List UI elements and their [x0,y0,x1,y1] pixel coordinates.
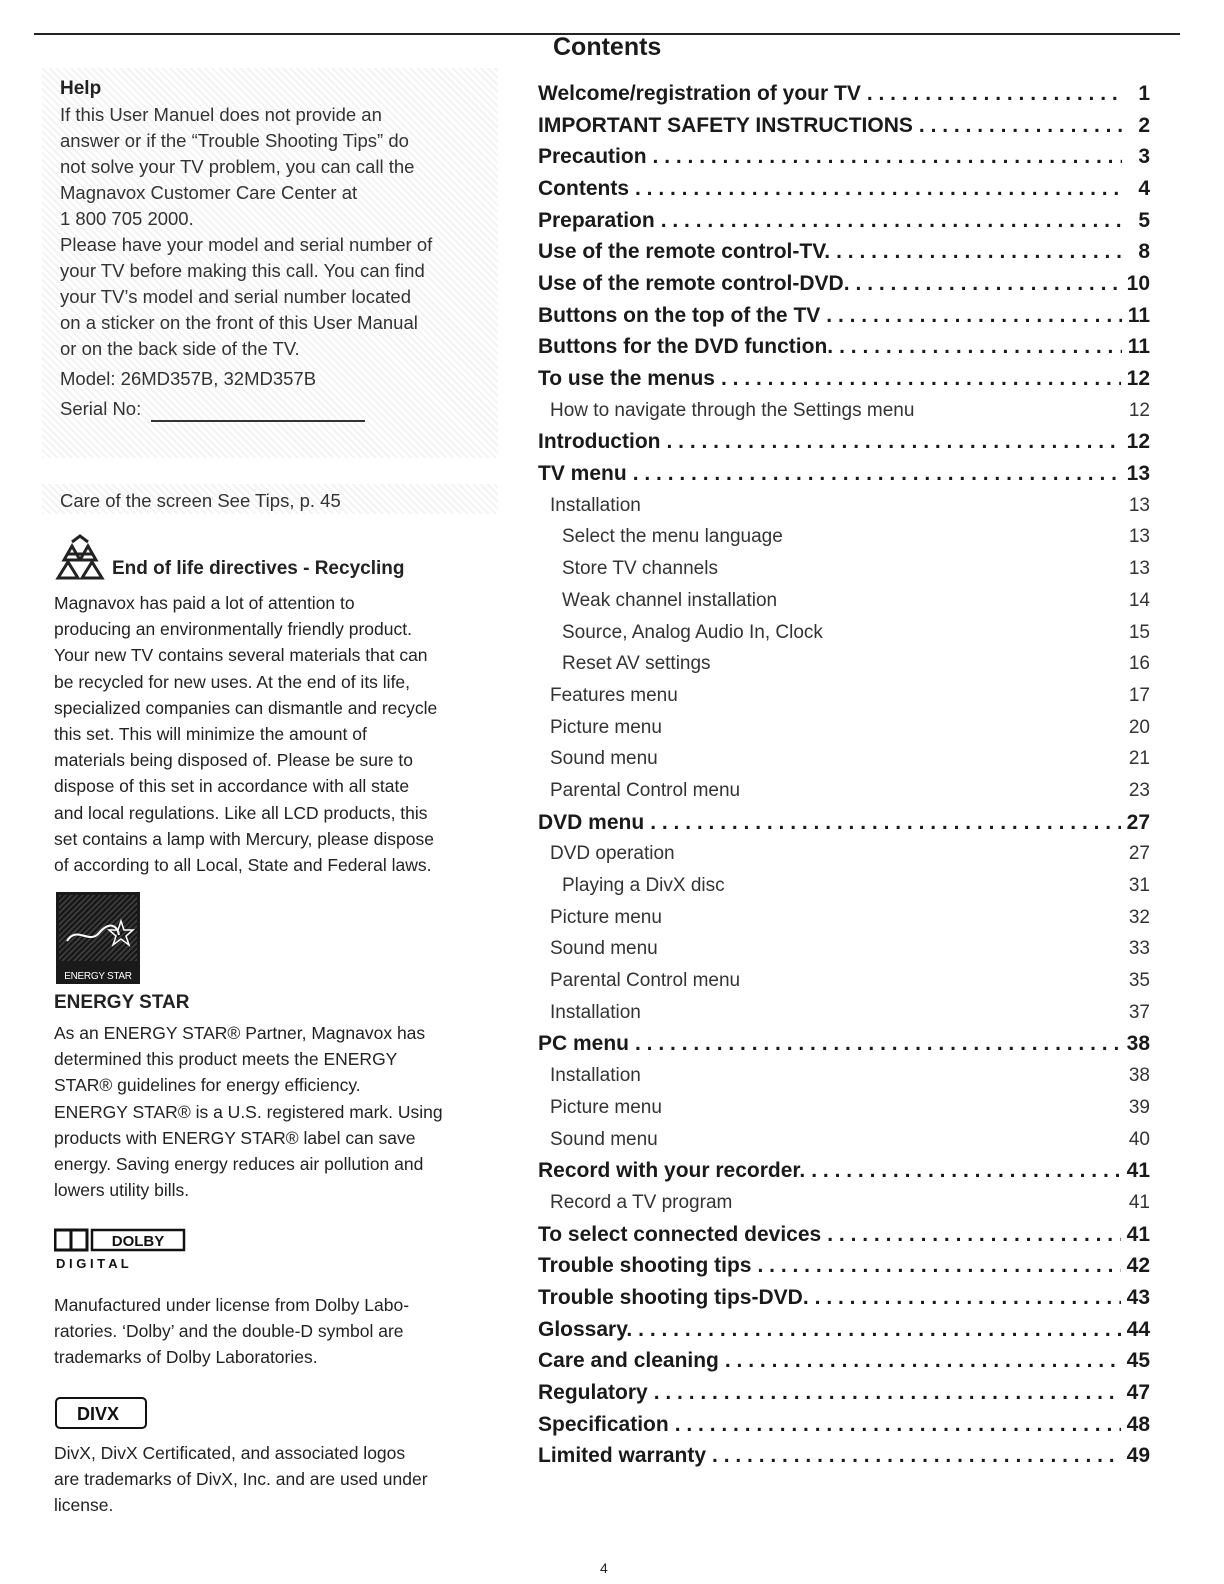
toc-entry-label: Installation [550,1001,641,1023]
toc-entry-label: Installation [550,494,641,516]
toc-entry[interactable] [538,395,1150,427]
toc-entry[interactable] [538,870,1150,902]
toc-entry[interactable] [538,965,1150,997]
toc-entry-label: Welcome/registration of your TV [538,81,861,105]
energy-star-line: determined this product meets the ENERGY [54,1049,398,1070]
toc-entry-page: 35 [1128,970,1150,992]
toc-entry-page: 31 [1128,875,1150,897]
toc-entry-label: Reset AV settings [562,653,711,675]
help-line: 1 800 705 2000. [60,208,194,229]
serial-label: Serial No: [60,398,142,419]
toc-dot-leader [725,1349,1121,1373]
recycling-line: and local regulations. Like all LCD products, this [54,802,428,823]
toc-entry[interactable] [538,268,1150,300]
toc-dot-leader [633,462,1121,486]
recycling-line: this set. This will minimize the amount of [54,724,367,745]
toc-entry-label: DVD menu [538,810,645,834]
energy-star-line: energy. Saving energy reduces air pollution and [54,1154,424,1175]
toc-entry-label: Store TV channels [562,558,718,580]
recycling-paragraph [54,590,504,878]
recycling-line: be recycled for new uses. At the end of its life, [54,671,411,692]
help-line: not solve your TV problem, you can call the [60,156,415,177]
toc-entry-label: Glossary. [538,1317,633,1341]
toc-entry-label: Record a TV program [550,1191,733,1213]
toc-dot-leader [826,304,1122,328]
toc-dot-leader [635,1032,1121,1056]
toc-dot-leader [661,209,1122,233]
energy-star-graphic [59,895,137,961]
toc-entry[interactable] [538,78,1150,110]
help-line: Magnavox Customer Care Center at [60,182,358,203]
toc-entry[interactable] [538,1219,1150,1251]
toc-dot-leader [919,114,1122,138]
toc-entry[interactable] [538,712,1150,744]
recycling-line: Your new TV contains several materials that can [54,645,428,666]
toc-entry-label: Picture menu [550,1096,662,1118]
toc-entry-page: 38 [1126,1032,1150,1056]
toc-entry[interactable] [538,1346,1150,1378]
toc-entry[interactable] [538,902,1150,934]
toc-entry[interactable] [538,775,1150,807]
toc-entry[interactable] [538,332,1150,364]
toc-entry[interactable] [538,1092,1150,1124]
toc-entry[interactable] [538,490,1150,522]
toc-entry-label: TV menu [538,462,627,486]
toc-entry[interactable] [538,1282,1150,1314]
table-of-contents [538,78,1150,1472]
toc-entry-page: 32 [1128,906,1150,928]
toc-entry-page: 37 [1128,1001,1150,1023]
toc-entry[interactable] [538,236,1150,268]
toc-entry[interactable] [538,1060,1150,1092]
toc-entry[interactable] [538,648,1150,680]
toc-entry-page: 11 [1127,303,1150,327]
toc-entry-label: Playing a DivX disc [562,875,725,897]
dolby-line: Manufactured under license from Dolby Labo- [54,1295,410,1315]
toc-entry-label: Buttons on the top of the TV [538,303,821,327]
toc-entry-label: Precaution [538,145,647,169]
toc-entry-page: 16 [1128,653,1150,675]
toc-entry-label: Limited warranty [538,1444,707,1468]
toc-entry[interactable] [538,1409,1150,1441]
toc-dot-leader [712,1444,1121,1468]
toc-entry[interactable] [538,1155,1150,1187]
toc-entry-page: 8 [1138,240,1150,264]
toc-entry[interactable] [538,1377,1150,1409]
toc-entry-label: Buttons for the DVD function. [538,335,834,359]
toc-entry-page: 42 [1126,1254,1150,1278]
toc-dot-leader [815,1286,1121,1310]
toc-dot-leader [827,1223,1120,1247]
toc-dot-leader [836,240,1122,264]
divx-line: are trademarks of DivX, Inc. and are used under [54,1469,428,1490]
toc-entry-label: Trouble shooting tips [538,1254,752,1278]
toc-entry[interactable] [538,553,1150,585]
toc-entry-page: 12 [1128,399,1150,421]
model-line: Model: 26MD357B, 32MD357B [60,368,317,389]
toc-dot-leader [675,1413,1121,1437]
toc-entry-page: 39 [1128,1096,1150,1118]
toc-entry-label: Use of the remote control-DVD. [538,271,850,295]
help-line: If this User Manuel does not provide an [60,104,382,125]
toc-entry-label: Source, Analog Audio In, Clock [562,621,823,643]
toc-entry-label: Care and cleaning [538,1349,719,1373]
toc-entry[interactable] [538,522,1150,554]
toc-entry-label: Sound menu [550,938,658,960]
help-line: your TV before making this call. You can find [60,260,425,281]
energy-star-line: As an ENERGY STAR® Partner, Magnavox has [54,1023,426,1043]
toc-entry-page: 12 [1126,430,1150,454]
toc-entry-label: IMPORTANT SAFETY INSTRUCTIONS [538,113,913,137]
toc-entry-page: 3 [1138,145,1150,169]
energy-star-line: STAR® guidelines for energy efficiency. [54,1075,361,1096]
toc-entry[interactable] [538,839,1150,871]
toc-entry-label: Parental Control menu [550,779,741,801]
toc-entry[interactable] [538,427,1150,459]
dolby-paragraph [54,1292,504,1371]
toc-entry[interactable] [538,110,1150,142]
toc-entry-label: Use of the remote control-TV. [538,240,831,264]
toc-entry-page: 47 [1126,1381,1150,1405]
toc-entry-page: 13 [1126,462,1150,486]
toc-entry[interactable] [538,300,1150,332]
toc-entry-page: 43 [1126,1285,1150,1309]
divx-line: DivX, DivX Certificated, and associated logos [54,1443,406,1463]
toc-entry-label: Features menu [550,684,678,706]
toc-entry-page: 40 [1128,1128,1150,1150]
toc-entry-page: 41 [1126,1222,1150,1246]
toc-entry-label: Trouble shooting tips-DVD. [538,1285,809,1309]
dolby-line: trademarks of Dolby Laboratories. [54,1347,318,1368]
toc-entry[interactable] [538,458,1150,490]
recycling-line: Magnavox has paid a lot of attention to [54,593,355,613]
recycle-icon [54,534,106,584]
toc-dot-leader [635,177,1122,201]
divx-logo [54,1396,150,1430]
dolby-line: ratories. ‘Dolby’ and the double-D symbol are [54,1321,404,1342]
recycling-heading-row [54,534,404,584]
recycling-line: materials being disposed of. Please be sure to [54,750,413,771]
toc-entry-page: 21 [1128,748,1150,770]
help-line: or on the back side of the TV. [60,338,300,359]
toc-entry-label: PC menu [538,1032,630,1056]
help-heading: Help [60,78,102,99]
toc-entry-label: Preparation [538,208,655,232]
toc-entry-label: Parental Control menu [550,970,741,992]
toc-entry-page: 49 [1126,1444,1150,1468]
toc-entry-label: Installation [550,1065,641,1087]
toc-entry-page: 11 [1127,335,1150,359]
energy-star-line: products with ENERGY STAR® label can save [54,1127,416,1148]
recycling-heading: End of life directives - Recycling [112,558,405,579]
toc-entry[interactable] [538,1250,1150,1282]
toc-dot-leader [839,335,1122,359]
toc-entry-label: To select connected devices [538,1222,822,1246]
dolby-digital-logo [54,1226,194,1272]
toc-entry[interactable] [538,1029,1150,1061]
toc-entry-page: 12 [1126,367,1150,391]
toc-entry[interactable] [538,585,1150,617]
toc-dot-leader [811,1159,1120,1183]
toc-entry-page: 20 [1128,716,1150,738]
toc-entry-label: DVD operation [550,843,675,865]
toc-entry-label: Picture menu [550,716,662,738]
toc-entry-label: Contents [538,176,629,200]
dolby-logo-word: DOLBY [111,1233,165,1250]
divx-logo-word: DIVX [76,1404,120,1424]
toc-entry[interactable] [538,1124,1150,1156]
page-number: 4 [600,1560,608,1576]
toc-entry[interactable] [538,934,1150,966]
recycling-line: specialized companies can dismantle and recycle [54,697,438,718]
toc-entry-page: 44 [1126,1317,1150,1341]
toc-entry-page: 23 [1128,779,1150,801]
toc-dot-leader [856,272,1121,296]
recycling-line: set contains a lamp with Mercury, please dispose [54,828,434,849]
toc-entry-page: 48 [1126,1412,1150,1436]
energy-star-line: lowers utility bills. [54,1180,190,1201]
toc-entry-page: 15 [1128,621,1150,643]
toc-entry[interactable] [538,363,1150,395]
toc-entry[interactable] [538,205,1150,237]
toc-entry-page: 13 [1128,558,1150,580]
toc-entry-page: 41 [1126,1159,1150,1183]
divx-paragraph [54,1440,504,1519]
help-line: your TV’s model and serial number located [60,286,412,307]
help-line: answer or if the “Trouble Shooting Tips” do [60,130,409,151]
toc-entry-page: 17 [1128,684,1150,706]
toc-entry-page: 13 [1128,494,1150,516]
divx-line: license. [54,1495,114,1516]
toc-entry[interactable] [538,1441,1150,1473]
energy-star-icon [59,895,137,961]
recycling-line: producing an environmentally friendly product. [54,619,412,640]
toc-dot-leader [654,1381,1121,1405]
toc-dot-leader [758,1254,1121,1278]
toc-entry-label: Sound menu [550,748,658,770]
help-line: on a sticker on the front of this User Manual [60,312,418,333]
toc-entry[interactable] [538,997,1150,1029]
toc-entry[interactable] [538,807,1150,839]
recycling-line: of according to all Local, State and Federal laws. [54,855,432,876]
energy-star-logo [56,892,140,984]
toc-entry-label: Specification [538,1412,669,1436]
toc-entry-label: Introduction [538,430,661,454]
toc-entry-label: Sound menu [550,1128,658,1150]
toc-entry-page: 33 [1128,938,1150,960]
toc-dot-leader [653,145,1122,169]
serial-blank-line [151,404,365,422]
energy-star-logo-label: ENERGY STAR [64,971,132,982]
toc-entry-page: 13 [1128,526,1150,548]
toc-entry-label: Regulatory [538,1381,648,1405]
toc-entry-label: Record with your recorder. [538,1159,806,1183]
recycling-line: dispose of this set in accordance with all state [54,776,410,797]
toc-entry-label: Weak channel installation [562,589,778,611]
toc-entry-page: 14 [1128,589,1150,611]
toc-entry-page: 38 [1128,1065,1150,1087]
toc-dot-leader [666,430,1120,454]
help-section [60,76,490,422]
toc-entry[interactable] [538,1314,1150,1346]
energy-star-line: ENERGY STAR® is a U.S. registered mark. Using [54,1101,443,1122]
toc-dot-leader [638,1318,1120,1342]
toc-entry[interactable] [538,617,1150,649]
serial-row [60,396,490,422]
energy-star-heading: ENERGY STAR [54,992,190,1013]
toc-entry[interactable] [538,1187,1150,1219]
toc-entry[interactable] [538,173,1150,205]
toc-dot-leader [650,811,1120,835]
toc-dot-leader [867,82,1122,106]
toc-entry[interactable] [538,141,1150,173]
toc-entry-page: 41 [1128,1191,1150,1213]
toc-entry-page: 27 [1126,810,1150,834]
toc-entry-page: 4 [1138,176,1150,200]
help-line: Please have your model and serial number of [60,234,433,255]
toc-entry[interactable] [538,680,1150,712]
care-note: Care of the screen See Tips, p. 45 [60,490,341,511]
toc-entry-page: 2 [1138,113,1150,137]
toc-entry-page: 5 [1138,208,1150,232]
toc-entry-label: How to navigate through the Settings menu [550,399,915,421]
energy-star-paragraph [54,1020,504,1203]
toc-entry-page: 1 [1138,81,1150,105]
toc-entry-page: 45 [1126,1349,1150,1373]
dolby-logo-sub: D I G I T A L [56,1256,129,1271]
toc-entry-label: Picture menu [550,906,662,928]
toc-entry-label: Select the menu language [562,526,783,548]
toc-entry[interactable] [538,743,1150,775]
toc-entry-page: 10 [1126,271,1150,295]
toc-entry-label: To use the menus [538,367,715,391]
toc-entry-page: 27 [1128,843,1150,865]
toc-dot-leader [721,367,1121,391]
page-title: Contents [553,33,662,61]
